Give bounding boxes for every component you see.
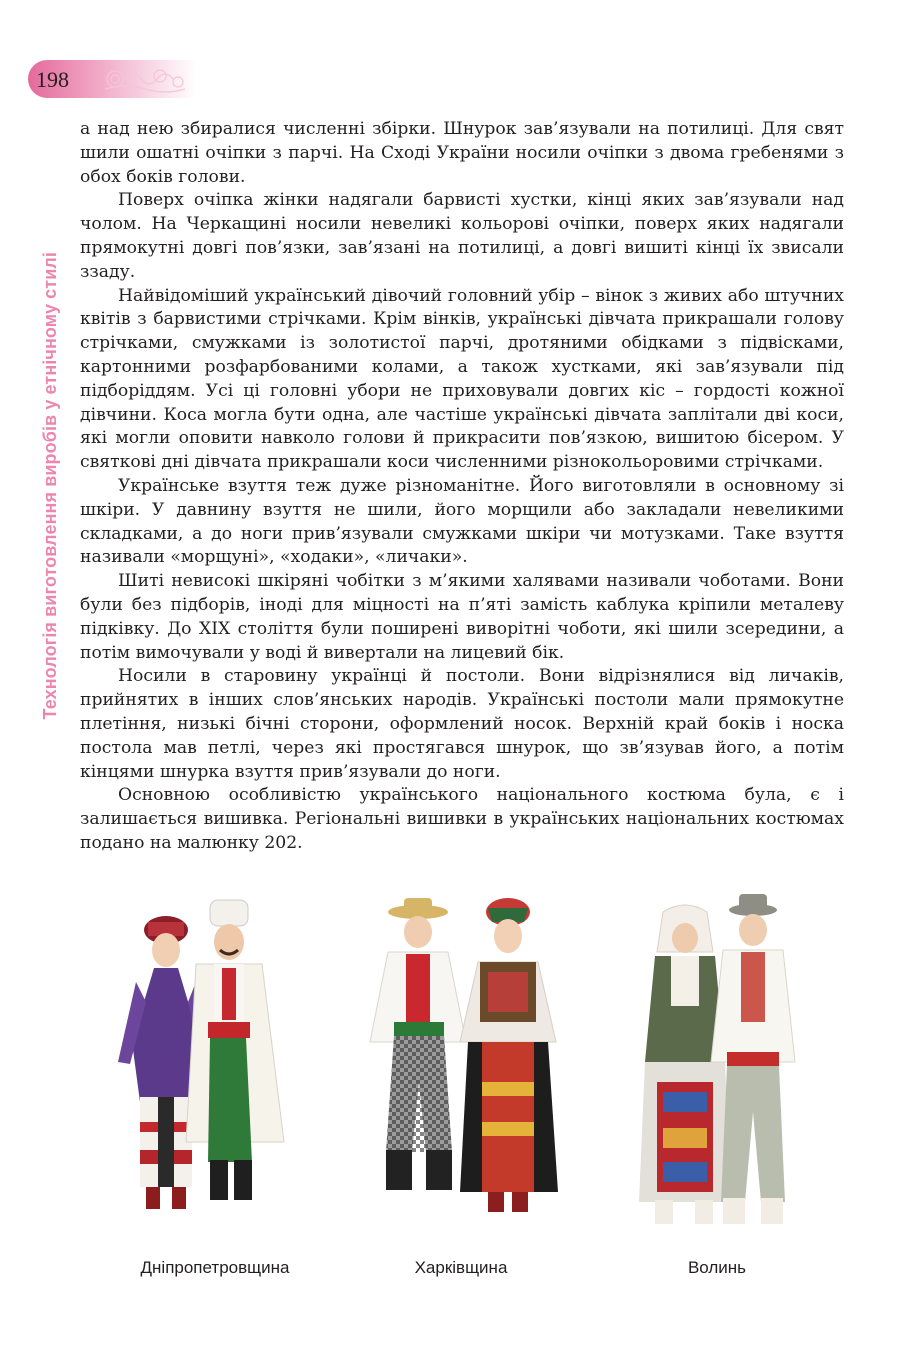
figure-caption: Харківщина — [414, 1258, 508, 1277]
body-text — [80, 118, 844, 856]
figure-caption: Дніпропетровщина — [140, 1258, 290, 1277]
costume-figure-dnipropetrovsk — [96, 892, 326, 1252]
paragraph: Найвідоміший український дівочий головний убір – вінок з живих або штучних квітів з барвистими стрічками. Крім вінків, українські дівчата прикрашали голову стрічками, смужками із золотистої парчі, дротяними обідками з підвісками, картонними розфарбованими колами, а також хустками, які зав’язували під підборіддям. Усі ці головні убори не приховували довгих кіс – гордості кожної дівчини. Коса могла бути одна, але частіше українські дівчата заплітали дві коси, які могли оповити навколо голови й прикрасити пов’язкою, вишитою бісером. У святкові дні дівчата прикрашали коси численними різнокольоровими стрічками. — [80, 285, 844, 473]
paragraph: Поверх очіпка жінки надягали барвисті хустки, кінці яких зав’язували над чолом. На Черкащині носили невеликі кольорові очіпки, поверх яких надягали прямокутні довгі пов’язки, зав’язані на потилиці, а довгі вишиті кінці їх звисали ззаду. — [80, 190, 844, 282]
section-side-title — [34, 127, 66, 845]
page-number-badge — [28, 60, 196, 98]
side-title-text: Технологія виготовлення виробів у етнічному стилі — [39, 252, 60, 720]
paragraph: Шиті невисокі шкіряні чобітки з м’якими халявами називали чоботами. Вони були без підборів, іноді для міцності на п’яті замість каблука кріпили металеву підківку. До XIX століття були поширені виворітні чоботи, які шили зсередини, а потім вимочували у воді й вивертали на лицевий бік. — [80, 571, 844, 663]
figure-caption: Волинь — [687, 1258, 747, 1277]
paragraph: а над нею збиралися численні збірки. Шнурок зав’язували на потилиці. Для свят шили ошатні очіпки з парчі. На Сході України носили очіпки з двома гребенями з обох боків голови. — [80, 119, 844, 187]
costume-illustration — [96, 892, 326, 1252]
costume-illustration — [615, 892, 815, 1252]
page-number: 198 — [36, 67, 69, 92]
floral-ornament-icon — [100, 64, 190, 94]
costume-figure-kharkiv — [348, 892, 578, 1252]
paragraph: Основною особливістю українського національного костюма була, є і залишається вишивка. Регіональні вишивки в українських національних костюмах подано на малюнку 202. — [80, 785, 844, 853]
paragraph: Українське взуття теж дуже різноманітне. Його виготовляли в основному зі шкіри. У давнину взуття не шили, його морщили або закладали невеликими складками, а до ноги прив’язували смужками шкіри чи мотузками. Таке взуття називали «морщуні», «ходаки», «личаки». — [80, 475, 844, 568]
costume-figure-volyn — [615, 892, 815, 1252]
costume-illustration — [348, 892, 578, 1252]
paragraph: Носили в старовину українці й постоли. Вони відрізнялися від личаків, прийнятих в інших слов’янських народів. Українські постоли мали прямокутне плетіння, низькі бічні сторони, оформлений носок. Верхній край боків і носка постола мав петлі, через які простягався шнурок, що зв’язував його, а потім кінцями шнурка взуття прив’язували до ноги. — [80, 666, 844, 782]
